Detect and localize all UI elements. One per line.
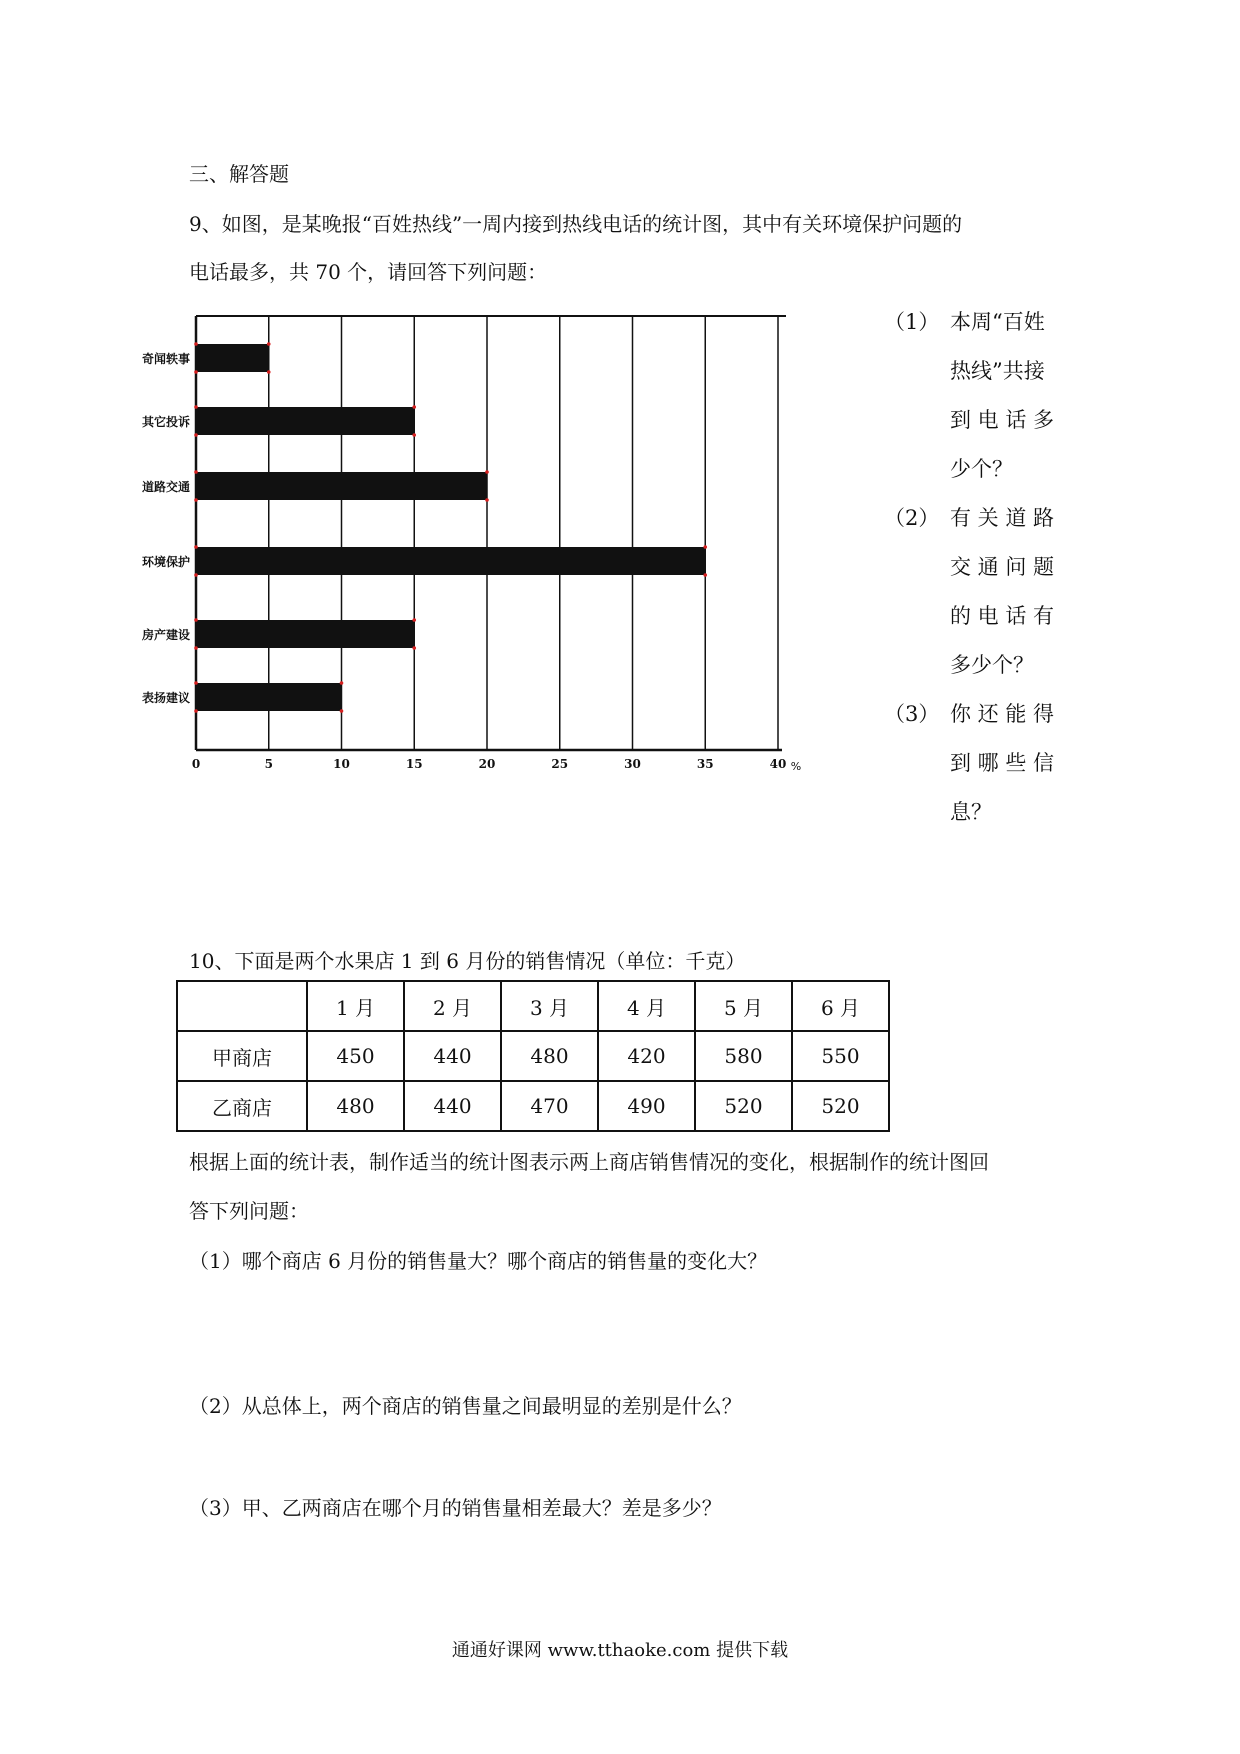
bar-corner-marker <box>485 470 489 474</box>
sub-question-3-label: （3） <box>884 702 940 726</box>
q10-question-1: （1）哪个商店 6 月份的销售量大？哪个商店的销售量的变化大？ <box>189 1249 768 1273</box>
row-label: 甲商店 <box>177 1031 307 1081</box>
bar-corner-marker <box>340 681 344 685</box>
category-label: 道路交通 <box>141 480 190 494</box>
q10-question-3: （3）甲、乙两商店在哪个月的销售量相差最大？差是多少？ <box>189 1496 722 1520</box>
bar-corner-marker <box>194 709 198 713</box>
table-cell: 520 <box>695 1081 792 1131</box>
table-cell: 420 <box>598 1031 695 1081</box>
sub-question-2-line2: 交 通 问 题 <box>950 555 1055 579</box>
bar-corner-marker <box>194 618 198 622</box>
q10-intro: 10、下面是两个水果店 1 到 6 月份的销售情况（单位：千克） <box>189 949 746 973</box>
bar-corner-marker <box>267 342 271 346</box>
bar-chart <box>120 300 810 770</box>
x-tick-label: 15 <box>405 757 423 770</box>
bar-corner-marker <box>194 342 198 346</box>
x-tick-label: 30 <box>624 757 641 770</box>
table-cell: 480 <box>307 1081 404 1131</box>
table-header-cell: 5 月 <box>695 981 792 1031</box>
sub-question-1-label: （1） <box>884 310 940 334</box>
bar <box>196 547 705 575</box>
bar <box>196 620 414 648</box>
category-label: 其它投诉 <box>141 415 190 429</box>
category-label: 环境保护 <box>141 555 190 569</box>
sub-question-1-line4: 少个？ <box>950 457 1013 481</box>
table-header-cell <box>177 981 307 1031</box>
q10-instruction-line2: 答下列问题： <box>189 1199 309 1223</box>
table-cell: 440 <box>404 1031 501 1081</box>
bar <box>196 344 269 372</box>
sub-question-1-line2: 热线”共接 <box>950 359 1045 383</box>
table-cell: 580 <box>695 1031 792 1081</box>
q10-instruction-line1: 根据上面的统计表，制作适当的统计图表示两上商店销售情况的变化，根据制作的统计图回 <box>189 1150 989 1174</box>
bar-corner-marker <box>267 370 271 374</box>
table-row <box>177 1081 889 1131</box>
x-tick-label: 40 <box>769 757 787 770</box>
sub-question-2-label: （2） <box>884 506 940 530</box>
table-cell: 490 <box>598 1081 695 1131</box>
bar-corner-marker <box>194 573 198 577</box>
x-unit-label: % <box>790 760 802 770</box>
bar-corner-marker <box>194 545 198 549</box>
table-header-cell: 2 月 <box>404 981 501 1031</box>
row-label: 乙商店 <box>177 1081 307 1131</box>
sales-table <box>176 980 890 1132</box>
x-tick-label: 10 <box>333 757 350 770</box>
sub-question-1-line3: 到 电 话 多 <box>950 408 1055 432</box>
bar-corner-marker <box>194 681 198 685</box>
sub-question-3-line2: 到 哪 些 信 <box>950 751 1055 775</box>
bar <box>196 472 487 500</box>
q10-question-2: （2）从总体上，两个商店的销售量之间最明显的差别是什么？ <box>189 1394 742 1418</box>
page-footer: 通通好课网 www.tthaoke.com 提供下载 <box>451 1640 789 1661</box>
bar-corner-marker <box>194 370 198 374</box>
sub-question-3-line1: 你 还 能 得 <box>950 702 1055 726</box>
section-title: 三、解答题 <box>189 162 289 186</box>
table-header-cell: 4 月 <box>598 981 695 1031</box>
bar-corner-marker <box>412 405 416 409</box>
sub-question-1-line1: 本周“百姓 <box>950 310 1045 334</box>
x-tick-label: 5 <box>264 757 273 770</box>
bar-corner-marker <box>194 433 198 437</box>
x-tick-label: 35 <box>696 757 714 770</box>
x-tick-label: 20 <box>478 757 496 770</box>
bar <box>196 407 414 435</box>
x-tick-label: 0 <box>191 757 201 770</box>
sub-question-3-line3: 息？ <box>950 800 992 824</box>
table-row <box>177 1031 889 1081</box>
bar <box>196 683 342 711</box>
table-header-cell: 6 月 <box>792 981 889 1031</box>
q9-text-line2: 电话最多，共 70 个，请回答下列问题： <box>189 260 548 284</box>
table-cell: 470 <box>501 1081 598 1131</box>
category-label: 表扬建议 <box>141 691 190 705</box>
table-cell: 550 <box>792 1031 889 1081</box>
sub-question-2-line1: 有 关 道 路 <box>950 506 1055 530</box>
table-header-row <box>177 981 889 1031</box>
category-label: 奇闻轶事 <box>141 352 190 366</box>
sub-question-2-line4: 多少个？ <box>950 653 1034 677</box>
bar-corner-marker <box>485 498 489 502</box>
table-header-cell: 1 月 <box>307 981 404 1031</box>
table-cell: 450 <box>307 1031 404 1081</box>
table-cell: 440 <box>404 1081 501 1131</box>
table-cell: 480 <box>501 1031 598 1081</box>
table-header-cell: 3 月 <box>501 981 598 1031</box>
category-label: 房产建设 <box>141 628 190 642</box>
bar-corner-marker <box>703 573 707 577</box>
bar-corner-marker <box>194 405 198 409</box>
bar-corner-marker <box>412 433 416 437</box>
bar-corner-marker <box>703 545 707 549</box>
bar-corner-marker <box>340 709 344 713</box>
sub-question-2-line3: 的 电 话 有 <box>950 604 1055 628</box>
bar-corner-marker <box>194 498 198 502</box>
q9-text-line1: 9、如图，是某晚报“百姓热线”一周内接到热线电话的统计图，其中有关环境保护问题的 <box>189 212 963 236</box>
bar-corner-marker <box>194 646 198 650</box>
bar-corner-marker <box>412 618 416 622</box>
bar-corner-marker <box>194 470 198 474</box>
bar-corner-marker <box>412 646 416 650</box>
table-cell: 520 <box>792 1081 889 1131</box>
x-tick-label: 25 <box>551 757 569 770</box>
